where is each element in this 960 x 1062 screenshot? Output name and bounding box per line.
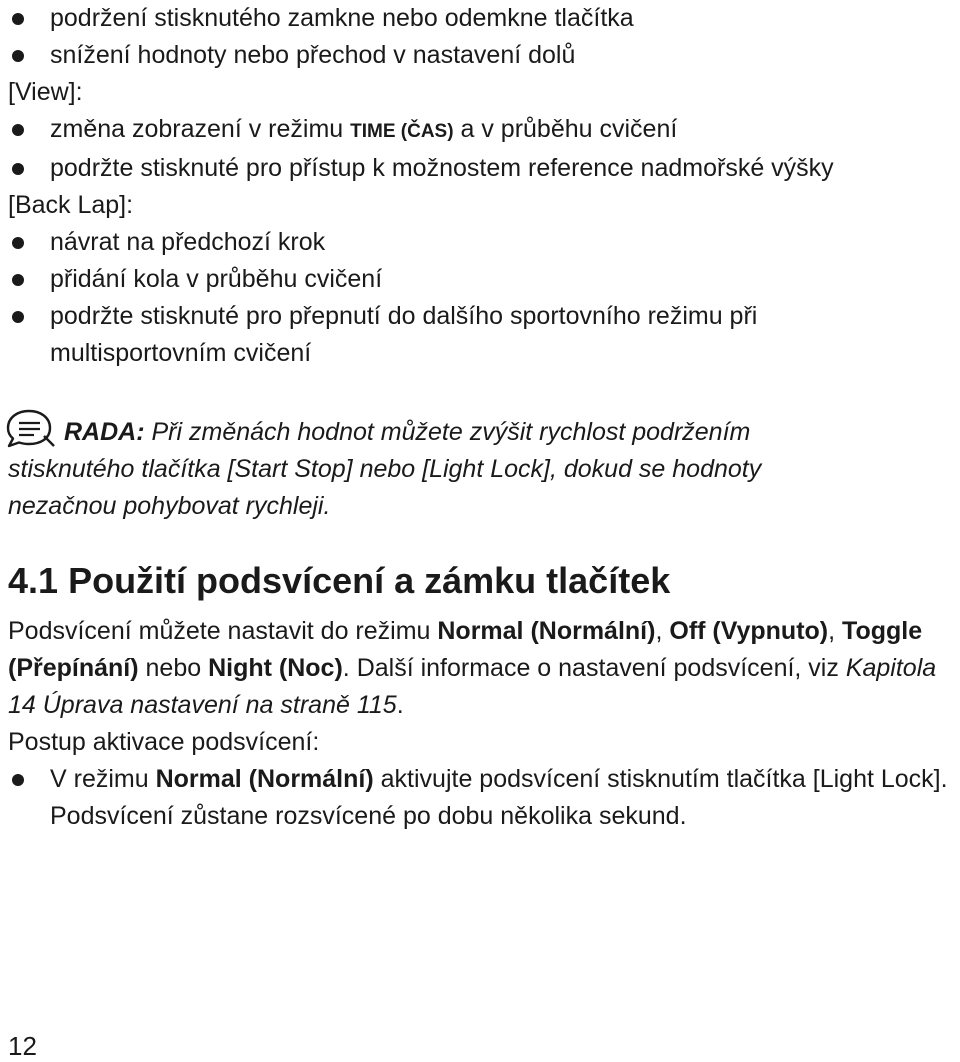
section-title: Použití podsvícení a zámku tlačítek <box>68 560 671 601</box>
list-item: přidání kola v průběhu cvičení <box>8 261 956 298</box>
intro-paragraph <box>8 613 956 724</box>
procedure-heading: Postup aktivace podsvícení: <box>8 728 320 756</box>
intro-text: . Další informace o nastavení podsvícení, viz <box>342 654 846 682</box>
list-item: podržte stisknuté pro přepnutí do dalšího sportovního režimu při multisportovním cvičení <box>8 298 890 372</box>
tip-label: RADA: <box>64 418 145 446</box>
mode-toggle: Toggle (Přepínání) <box>8 617 923 682</box>
mode-off: Off (Vypnuto) <box>669 617 829 645</box>
page-number: 12 <box>8 1031 37 1061</box>
intro-text: . <box>396 691 404 719</box>
list-item: snížení hodnoty nebo přechod v nastavení dolů <box>8 37 956 74</box>
view-bullet1-suffix: a v průběhu cvičení <box>453 115 678 143</box>
list-item <box>8 111 956 150</box>
tip-box <box>8 414 956 525</box>
back-lap-bullet-list <box>8 224 956 372</box>
section-heading <box>8 559 956 603</box>
tip-line-1 <box>8 414 956 451</box>
procedure-text: aktivujte podsvícení stisknutím tlačítka [Light Lock]. Podsvícení zůstane rozsvícené po dobu několika sekund. <box>50 765 948 830</box>
tip-text-line3: nezačnou pohybovat rychleji. <box>8 492 331 520</box>
procedure-text: V režimu <box>50 765 156 793</box>
mode-normal: Normal (Normální) <box>155 765 374 793</box>
top-bullet-list <box>8 0 956 74</box>
separator: , <box>828 617 843 645</box>
view-bullet-list <box>8 111 956 187</box>
tip-text-line2: stisknutého tlačítka [Start Stop] nebo [Light Lock], dokud se hodnoty <box>8 455 762 483</box>
time-mode-label: TIME (ČAS) <box>350 121 454 142</box>
list-item: návrat na předchozí krok <box>8 224 956 261</box>
list-item <box>8 761 950 835</box>
intro-text: Podsvícení můžete nastavit do režimu <box>8 617 438 645</box>
chapter-reference: Kapitola 14 Úprava nastavení na straně 115 <box>8 654 937 719</box>
tip-speech-bubble-icon <box>4 408 58 448</box>
back-lap-button-heading: [Back Lap]: <box>8 191 134 219</box>
separator: , <box>655 617 670 645</box>
mode-normal: Normal (Normální) <box>437 617 656 645</box>
tip-text-line1: Při změnách hodnot můžete zvýšit rychlost podržením <box>144 418 751 446</box>
view-button-heading: [View]: <box>8 78 83 106</box>
section-number: 4.1 <box>8 560 59 601</box>
list-item: podržte stisknuté pro přístup k možnostem reference nadmořské výšky <box>8 150 956 187</box>
procedure-bullet-list <box>8 761 956 835</box>
intro-text: nebo <box>138 654 209 682</box>
mode-night: Night (Noc) <box>208 654 343 682</box>
list-item: podržení stisknutého zamkne nebo odemkne tlačítka <box>8 0 956 37</box>
manual-page <box>8 0 956 835</box>
view-bullet1-prefix: změna zobrazení v režimu <box>50 115 351 143</box>
